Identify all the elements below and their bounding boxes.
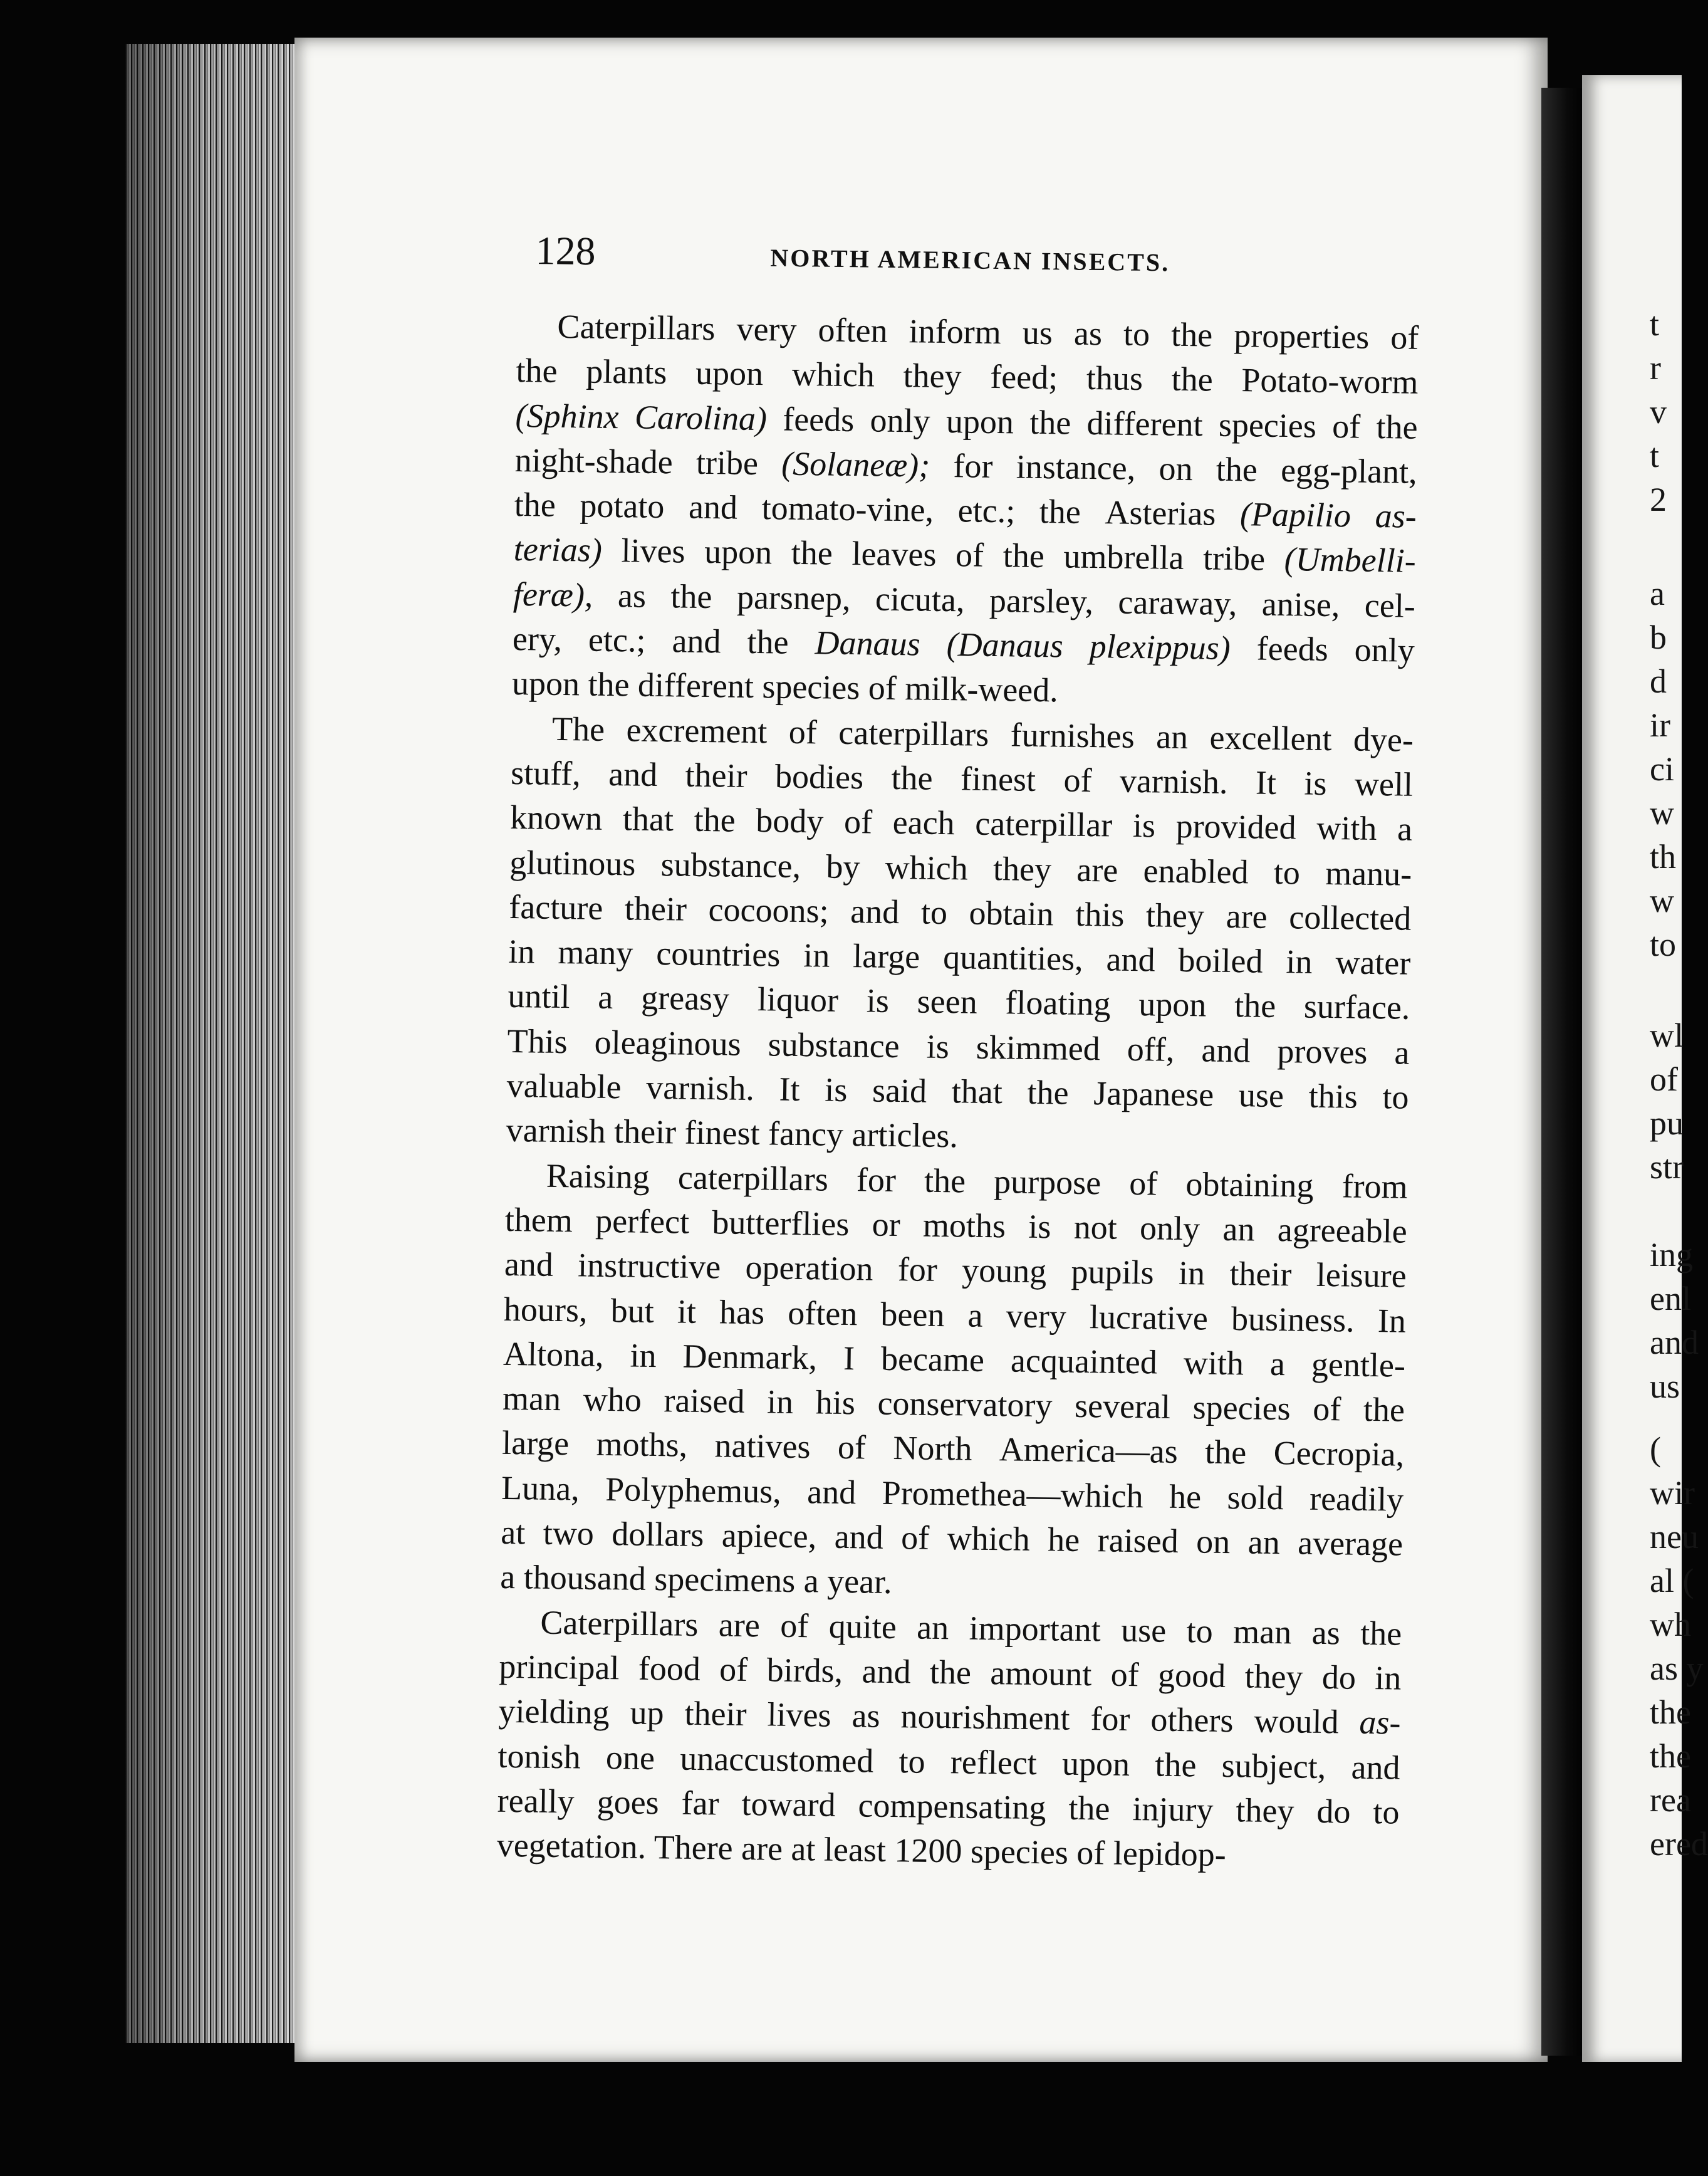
text-line: at two dollars apiece, and of which he raised on an average [500,1513,1403,1563]
text-line: large moths, natives of North America—as the Cecropia, [501,1424,1405,1474]
facing-page-fragment: wh [1650,1606,1691,1643]
page-edges-shadow [125,44,313,2043]
facing-page-fragment: w [1650,794,1674,832]
text-line: a thousand specimens a year. [500,1558,893,1601]
facing-page-fragment: th [1650,838,1677,876]
facing-page-fragment: of [1650,1060,1678,1098]
facing-page-fragment: to [1650,926,1677,963]
facing-page-fragment: rea [1650,1781,1691,1819]
page-number: 128 [535,228,596,274]
text-line: known that the body of each caterpillar is provided with a [509,798,1413,849]
facing-page-fragment: neu [1650,1518,1699,1556]
facing-page-fragment: str [1650,1148,1684,1186]
text-line: really goes far toward compensating the injury they do to [497,1781,1400,1831]
text-line: This oleaginous substance is skimmed off, and proves a [507,1022,1410,1072]
facing-page-fragment: 2 [1650,481,1667,518]
text-line: the potato and tomato-vine, etc.; the Asterias (Papilio as- [514,486,1417,536]
text-line: Caterpillars are of quite an important use to man as the [540,1603,1402,1653]
facing-page-fragment: a [1650,575,1665,612]
text-line: yielding up their lives as nourishment for others would as- [498,1692,1401,1742]
running-head: NORTH AMERICAN INSECTS. [770,243,1170,277]
facing-page-fragment: t [1650,305,1660,343]
text-line: varnish their finest fancy articles. [506,1111,959,1155]
paragraph [496,1599,1402,1880]
facing-page-fragment: t [1650,437,1660,474]
text-line: The excrement of caterpillars furnishes an excellent dye- [551,709,1414,759]
text-line: them perfect butterflies or moths is not only an agreeable [504,1200,1408,1250]
facing-page-fragment: us [1650,1368,1680,1405]
text-line: valuable varnish. It is said that the Japanese use this to [506,1066,1409,1116]
paragraph [506,706,1414,1165]
facing-page-fragment: as y [1650,1650,1704,1687]
facing-page-fragment: b [1650,619,1667,656]
paragraph [500,1153,1408,1612]
text-line: vegetation. There are at least 1200 species of lepidop- [496,1826,1227,1874]
text-line: (Sphinx Carolina) feeds only upon the different species of the [515,396,1418,446]
text-line: Caterpillars very often inform us as to the properties of [557,307,1419,357]
facing-page-fragment: r [1650,349,1661,387]
facing-page-fragment: wl [1650,1017,1684,1054]
facing-page-fragment: ir [1650,706,1670,744]
text-line: Altona, in Denmark, I became acquainted with a gentle- [503,1334,1406,1384]
facing-page-fragment: al ( [1650,1562,1694,1599]
facing-page-fragment: wir [1650,1474,1695,1512]
text-line: the plants upon which they feed; thus the Potato-worm [516,352,1419,402]
facing-page-fragment: pu [1650,1104,1684,1142]
facing-page-fragment: the [1650,1693,1691,1731]
text-line: tonish one unaccustomed to reflect upon the subject, and [497,1737,1400,1787]
text-line: glutinous substance, by which they are enabled to manu- [509,843,1412,893]
text-line: Raising caterpillars for the purpose of obtaining from [546,1156,1409,1206]
facing-page-fragment: ( [1650,1430,1661,1468]
text-line: feræ), as the parsnep, cicuta, parsley, caraway, anise, cel- [513,575,1416,625]
text-line: and instructive operation for young pupils in their leisure [504,1245,1407,1295]
text-line: principal food of birds, and the amount of good they do in [499,1647,1402,1697]
text-line: ery, etc.; and the Danaus (Danaus plexippus) feeds only [512,620,1415,669]
facing-page-fragment: enl [1650,1280,1691,1317]
text-line: stuff, and their bodies the finest of varnish. It is well [510,753,1414,803]
facing-page-fragment: ered [1650,1825,1708,1863]
facing-page-fragment: the [1650,1737,1691,1775]
facing-page-fragment: d [1650,662,1667,700]
text-line: night-shade tribe (Solaneæ); for instance, on the egg-plant, [514,441,1417,491]
facing-page-fragment: ci [1650,750,1674,788]
text-line: facture their cocoons; and to obtain this they are collected [509,887,1412,938]
text-line: upon the different species of milk-weed. [511,664,1059,709]
text-line: terias) lives upon the leaves of the umbrella tribe (Umbelli- [513,530,1417,580]
facing-page-fragment: ing [1650,1236,1694,1274]
facing-page-fragment: v [1650,393,1667,431]
facing-page-edge [1582,75,1708,2062]
text-line: Luna, Polyphemus, and Promethea—which he sold readily [501,1468,1404,1519]
text-line: until a greasy liquor is seen floating upon the surface. [508,977,1410,1027]
text-line: man who raised in his conservatory several species of the [502,1379,1405,1429]
text-line: hours, but it has often been a very lucrative business. In [503,1290,1407,1340]
body-text [496,304,1419,1880]
text-line: in many countries in large quantities, and boiled in water [508,933,1411,982]
facing-page-fragment: and [1650,1324,1699,1361]
book-gutter [1541,88,1585,2056]
facing-page-fragment: w [1650,882,1674,919]
paragraph [512,304,1419,718]
